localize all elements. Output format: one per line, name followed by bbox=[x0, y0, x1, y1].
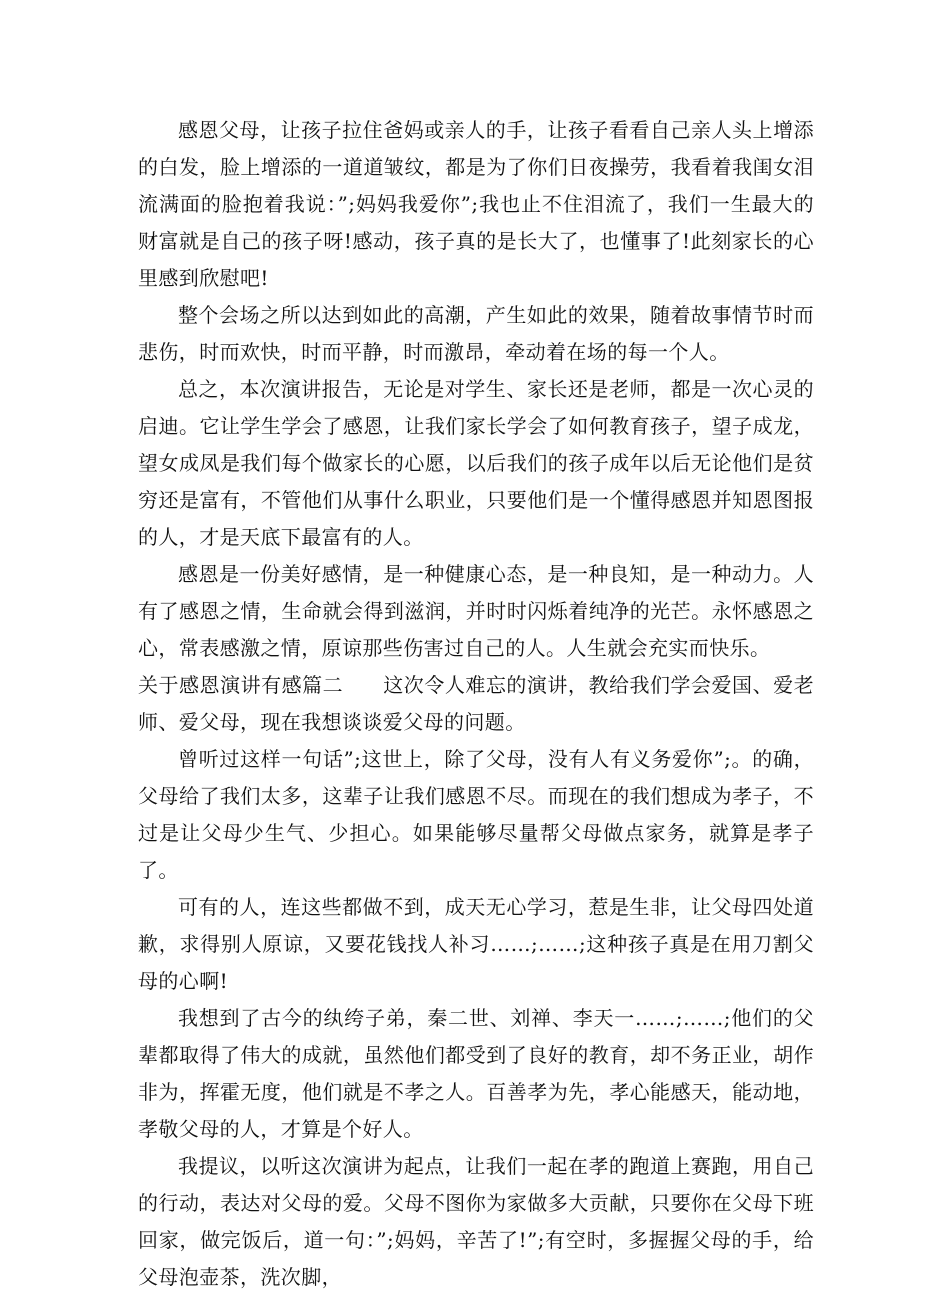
paragraph-6: 曾听过这样一句话”;这世上，除了父母，没有人有义务爱你”;。的确，父母给了我们太多，这辈子让我们感恩不尽。而现在的我们想成为孝子，不过是让父母少生气、少担心。如果能够尽量帮父母做点家务，就算是孝子了。 bbox=[138, 747, 814, 882]
section-heading: 关于感恩演讲有感篇二 bbox=[138, 673, 344, 697]
document-body bbox=[138, 112, 814, 1296]
paragraph-8: 我想到了古今的纨绔子弟，秦二世、刘禅、李天一……;……;他们的父辈都取得了伟大的成就，虽然他们都受到了良好的教育，却不务正业，胡作非为，挥霍无度，他们就是不孝之人。百善孝为先，孝心能感天，能动地，孝敬父母的人，才算是个好人。 bbox=[138, 1006, 814, 1141]
paragraph-2: 整个会场之所以达到如此的高潮，产生如此的效果，随着故事情节时而悲伤，时而欢快，时而平静，时而激昂，牵动着在场的每一个人。 bbox=[138, 303, 814, 364]
paragraph-5-text: 这次令人难忘的演讲，教给我们学会爱国、爱老师、爱父母，现在我想谈谈爱父母的问题。 bbox=[138, 673, 815, 734]
paragraph-7: 可有的人，连这些都做不到，成天无心学习，惹是生非，让父母四处道歉，求得别人原谅，又要花钱找人补习……;……;这种孩子真是在用刀割父母的心啊! bbox=[138, 895, 814, 993]
paragraph-9: 我提议，以听这次演讲为起点，让我们一起在孝的跑道上赛跑，用自己的行动，表达对父母的爱。父母不图你为家做多大贡献，只要你在父母下班回家，做完饭后，道一句：”;妈妈，辛苦了!”;有空时，多握握父母的手，给父母泡壶茶，洗次脚， bbox=[138, 1154, 814, 1289]
paragraph-3: 总之，本次演讲报告，无论是对学生、家长还是老师，都是一次心灵的启迪。它让学生学会了感恩，让我们家长学会了如何教育孩子，望子成龙，望女成凤是我们每个做家长的心愿，以后我们的孩子成年以后无论他们是贫穷还是富有，不管他们从事什么职业，只要他们是一个懂得感恩并知恩图报的人，才是天底下最富有的人。 bbox=[138, 377, 814, 549]
paragraph-4: 感恩是一份美好感情，是一种健康心态，是一种良知，是一种动力。人有了感恩之情，生命就会得到滋润，并时时闪烁着纯净的光芒。永怀感恩之心，常表感激之情，原谅那些伤害过自己的人。人生就会充实而快乐。 bbox=[138, 562, 814, 660]
paragraph-5 bbox=[138, 667, 814, 741]
paragraph-1: 感恩父母，让孩子拉住爸妈或亲人的手，让孩子看看自己亲人头上增添的白发，脸上增添的一道道皱纹，都是为了你们日夜操劳，我看着我闺女泪流满面的脸抱着我说：”;妈妈我爱你”;我也止不住泪流了，我们一生最大的财富就是自己的孩子呀!感动，孩子真的是长大了，也懂事了!此刻家长的心里感到欣慰吧! bbox=[138, 118, 814, 290]
